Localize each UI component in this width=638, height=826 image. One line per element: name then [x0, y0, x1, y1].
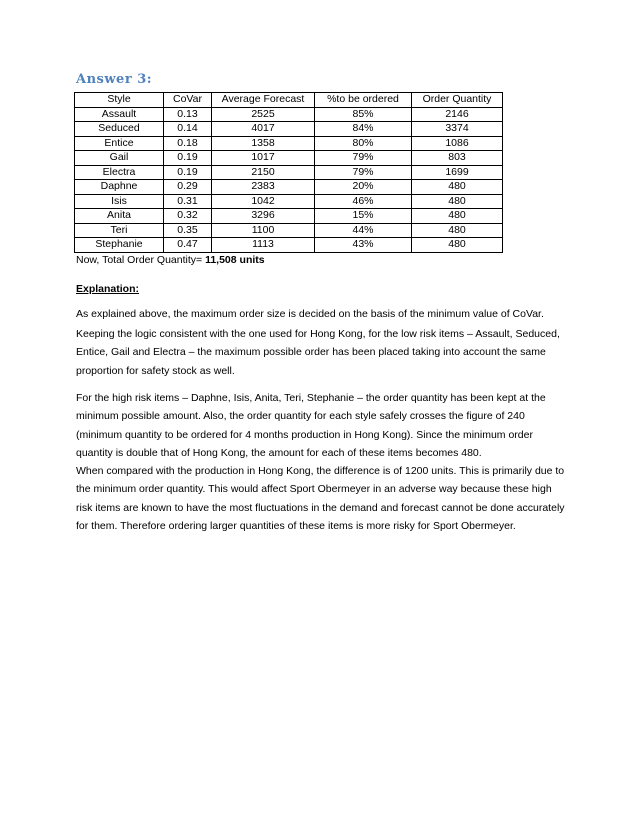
header-style: Style [75, 93, 164, 108]
header-percent-ordered: %to be ordered [315, 93, 412, 108]
explanation-paragraph-4: When compared with the production in Hong Kong, the difference is of 1200 units. This is primarily due to the minimum order quantity. This would affect Sport Obermeyer in an adverse way because these high risk items are known to have the most fluctuations in the demand and forecast cannot be done accurately for them. Therefore ordering larger quantities of these items is more risky for Sport Obermeyer. [76, 465, 565, 532]
cell-quantity: 480 [412, 223, 503, 238]
cell-forecast: 1113 [212, 238, 315, 253]
cell-covar: 0.14 [164, 122, 212, 137]
table-row [75, 180, 503, 195]
cell-forecast: 2150 [212, 165, 315, 180]
cell-quantity: 2146 [412, 107, 503, 122]
explanation-paragraph-1: As explained above, the maximum order size is decided on the basis of the minimum value of CoVar. [76, 308, 544, 320]
cell-forecast: 1100 [212, 223, 315, 238]
cell-quantity: 480 [412, 209, 503, 224]
order-table [74, 92, 503, 253]
cell-forecast: 1017 [212, 151, 315, 166]
cell-covar: 0.29 [164, 180, 212, 195]
total-label: Now, Total Order Quantity= [76, 254, 206, 266]
cell-style: Assault [75, 107, 164, 122]
cell-percent: 15% [315, 209, 412, 224]
table-row [75, 194, 503, 209]
cell-style: Gail [75, 151, 164, 166]
cell-forecast: 1042 [212, 194, 315, 209]
cell-percent: 44% [315, 223, 412, 238]
cell-percent: 43% [315, 238, 412, 253]
cell-percent: 20% [315, 180, 412, 195]
table-row [75, 136, 503, 151]
cell-covar: 0.18 [164, 136, 212, 151]
header-order-quantity: Order Quantity [412, 93, 503, 108]
cell-forecast: 3296 [212, 209, 315, 224]
cell-percent: 85% [315, 107, 412, 122]
cell-covar: 0.31 [164, 194, 212, 209]
table-row [75, 238, 503, 253]
table-row [75, 107, 503, 122]
answer-heading: Answer 3: [76, 72, 153, 87]
cell-percent: 80% [315, 136, 412, 151]
explanation-title: Explanation: [76, 283, 140, 295]
cell-style: Daphne [75, 180, 164, 195]
cell-covar: 0.32 [164, 209, 212, 224]
header-average-forecast: Average Forecast [212, 93, 315, 108]
cell-percent: 79% [315, 151, 412, 166]
table-row [75, 151, 503, 166]
cell-quantity: 480 [412, 180, 503, 195]
cell-style: Stephanie [75, 238, 164, 253]
cell-style: Anita [75, 209, 164, 224]
table-header-row [75, 93, 503, 108]
cell-quantity: 1699 [412, 165, 503, 180]
cell-style: Electra [75, 165, 164, 180]
cell-forecast: 1358 [212, 136, 315, 151]
cell-style: Seduced [75, 122, 164, 137]
cell-percent: 46% [315, 194, 412, 209]
cell-covar: 0.19 [164, 151, 212, 166]
cell-quantity: 480 [412, 194, 503, 209]
cell-percent: 79% [315, 165, 412, 180]
cell-quantity: 3374 [412, 122, 503, 137]
header-covar: CoVar [164, 93, 212, 108]
cell-covar: 0.13 [164, 107, 212, 122]
cell-covar: 0.35 [164, 223, 212, 238]
cell-forecast: 4017 [212, 122, 315, 137]
cell-forecast: 2525 [212, 107, 315, 122]
total-order-quantity [76, 254, 265, 266]
cell-style: Entice [75, 136, 164, 151]
cell-quantity: 1086 [412, 136, 503, 151]
cell-covar: 0.19 [164, 165, 212, 180]
explanation-paragraph-3: For the high risk items – Daphne, Isis, Anita, Teri, Stephanie – the order quantity has been kept at the minimum possible amount. Also, the order quantity for each style safely crosses the figure of 240 (minimum quantity to be ordered for 4 months production in Hong Kong). Since the minimum order quantity is double that of Hong Kong, the amount for each of these items becomes 480. [76, 392, 546, 459]
total-value: 11,508 units [205, 254, 265, 266]
explanation-paragraph-2: Keeping the logic consistent with the one used for Hong Kong, for the low risk items – Assault, Seduced, Entice, Gail and Electra – the maximum possible order has been placed taking into account the same proportion for safety stock as well. [76, 328, 560, 377]
table-row [75, 122, 503, 137]
table-row [75, 165, 503, 180]
cell-percent: 84% [315, 122, 412, 137]
table-row [75, 223, 503, 238]
cell-quantity: 480 [412, 238, 503, 253]
cell-covar: 0.47 [164, 238, 212, 253]
cell-quantity: 803 [412, 151, 503, 166]
table-row [75, 209, 503, 224]
cell-style: Isis [75, 194, 164, 209]
cell-forecast: 2383 [212, 180, 315, 195]
cell-style: Teri [75, 223, 164, 238]
